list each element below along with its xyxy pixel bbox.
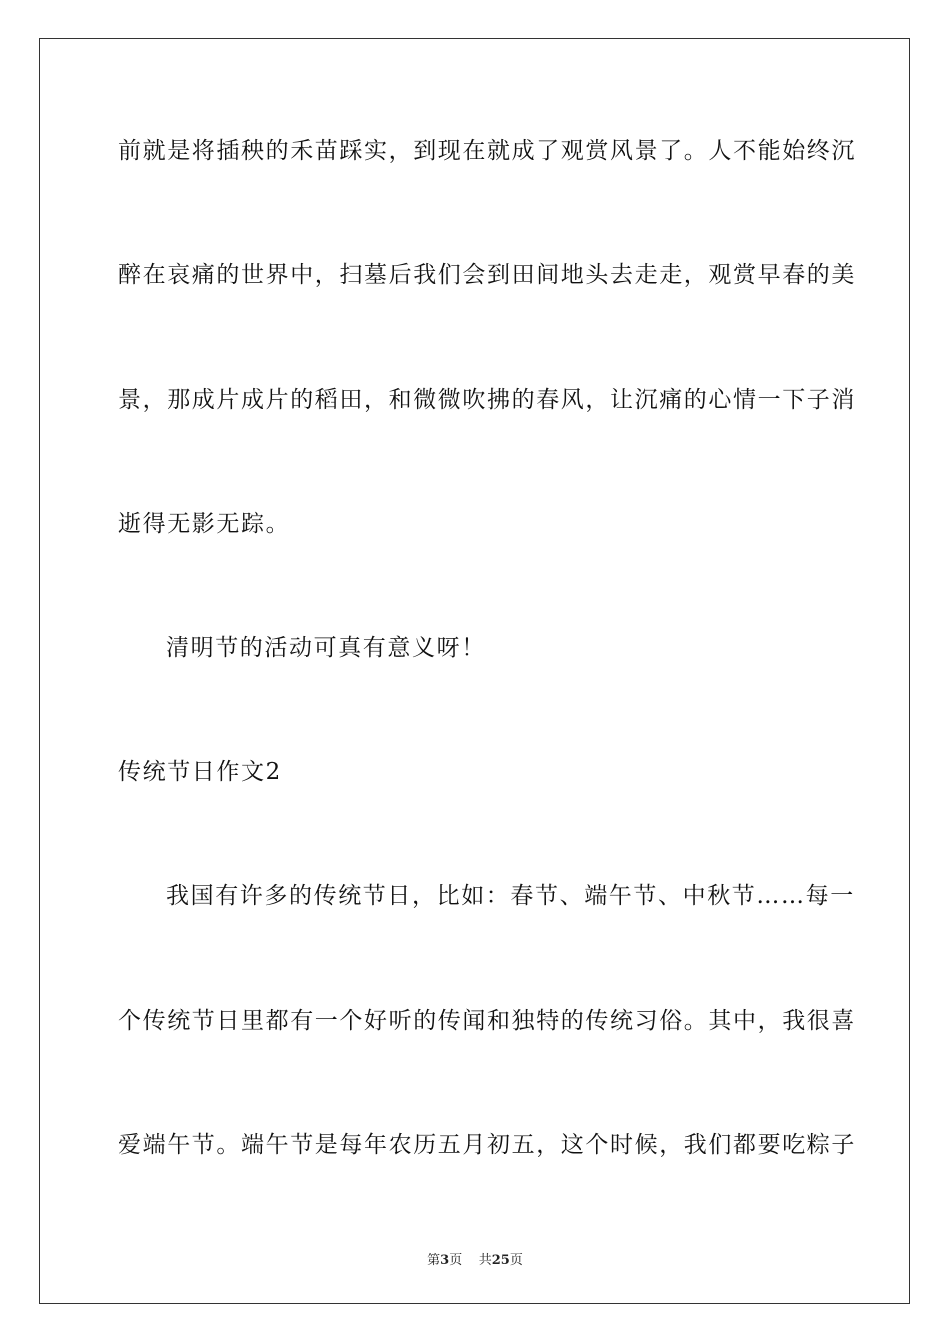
section-heading: 传统节日作文2 <box>118 759 282 785</box>
total-suffix: 页 <box>509 1253 523 1268</box>
page-border <box>39 38 910 1304</box>
body-line-5: 清明节的活动可真有意义呀！ <box>166 635 486 661</box>
page-prefix: 第 <box>427 1253 441 1268</box>
page-total: 25 <box>491 1253 510 1268</box>
page-footer <box>0 1249 950 1268</box>
body-line-3: 景，那成片成片的稻田，和微微吹拂的春风，让沉痛的心情一下子消 <box>118 387 856 413</box>
body-line-1: 前就是将插秧的禾苗踩实，到现在就成了观赏风景了。人不能始终沉 <box>118 138 856 164</box>
body-line-8: 爱端午节。端午节是每年农历五月初五，这个时候，我们都要吃粽子 <box>118 1132 856 1158</box>
page-current: 3 <box>440 1253 450 1268</box>
body-line-7: 个传统节日里都有一个好听的传闻和独特的传统习俗。其中，我很喜 <box>118 1008 856 1034</box>
total-prefix: 共 <box>478 1253 492 1268</box>
body-line-4: 逝得无影无踪。 <box>118 511 291 537</box>
page-suffix: 页 <box>449 1253 463 1268</box>
body-line-6: 我国有许多的传统节日，比如：春节、端午节、中秋节……每一 <box>166 883 855 909</box>
body-line-2: 醉在哀痛的世界中，扫墓后我们会到田间地头去走走，观赏早春的美 <box>118 262 856 288</box>
